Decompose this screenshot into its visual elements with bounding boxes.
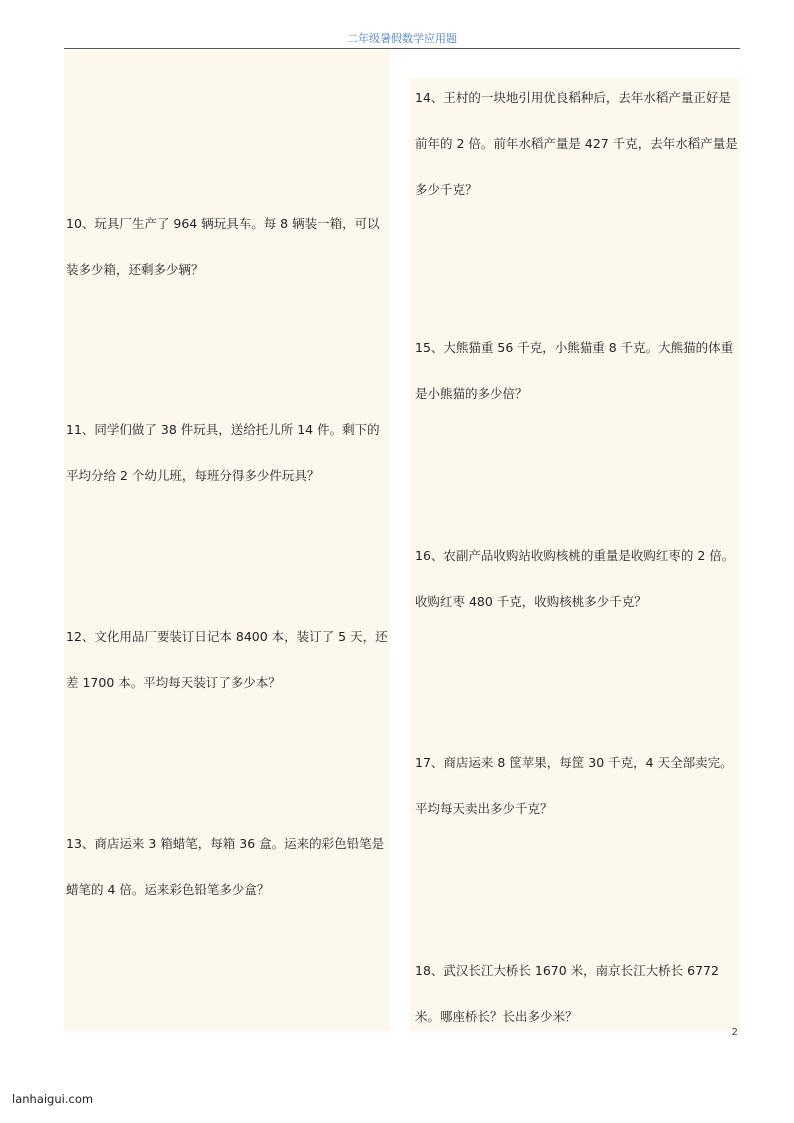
question-15: 15、大熊猫重 56 千克，小熊猫重 8 千克。大熊猫的体重是小熊猫的多少倍？ (415, 340, 734, 401)
page-header-title: 二年级暑假数学应用题 (347, 32, 457, 45)
question-11: 11、同学们做了 38 件玩具，送给托儿所 14 件。剩下的平均分给 2 个幼儿班，每班分得多少件玩具？ (66, 422, 380, 483)
header-divider (64, 48, 740, 49)
question-10: 10、玩具厂生产了 964 辆玩具车。每 8 辆装一箱，可以装多少箱，还剩多少辆？ (66, 216, 380, 277)
site-watermark: lanhaigui.com (12, 1092, 94, 1106)
page-number: 2 (731, 1027, 738, 1038)
question-18: 18、武汉长江大桥长 1670 米，南京长江大桥长 6772 米。哪座桥长？长出多少米？ (415, 963, 719, 1024)
question-16: 16、农副产品收购站收购核桃的重量是收购红枣的 2 倍。收购红枣 480 千克，收购核桃多少千克？ (415, 548, 735, 609)
question-14: 14、王村的一块地引用优良稻种后，去年水稻产量正好是前年的 2 倍。前年水稻产量是 427 千克，去年水稻产量是多少千克？ (415, 90, 738, 197)
question-13: 13、商店运来 3 箱蜡笔，每箱 36 盒。运来的彩色铅笔是蜡笔的 4 倍。运来彩色铅笔多少盒？ (66, 836, 385, 897)
question-17: 17、商店运来 8 筐苹果，每筐 30 千克，4 天全部卖完。平均每天卖出多少千克？ (415, 755, 733, 816)
question-12: 12、文化用品厂要装订日记本 8400 本，装订了 5 天，还差 1700 本。平均每天装订了多少本？ (66, 629, 388, 690)
